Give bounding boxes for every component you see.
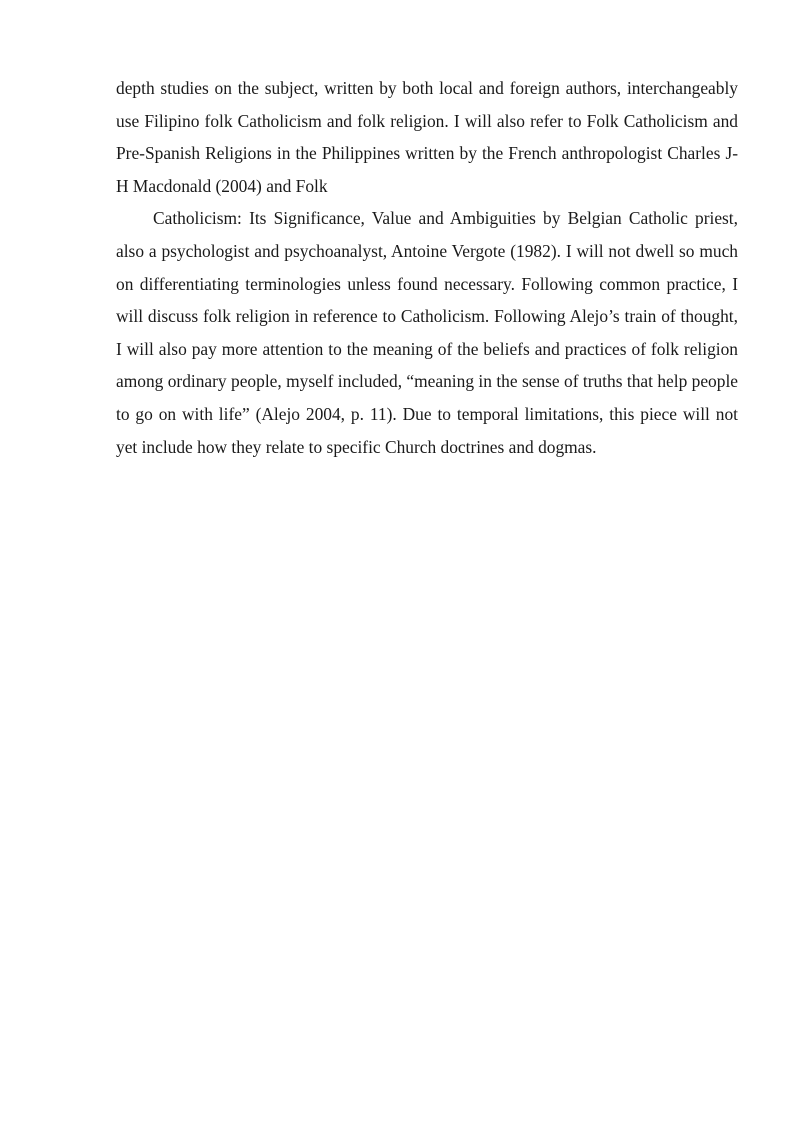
paragraph-continued: depth studies on the subject, written by both local and foreign authors, interchangeably use Filipino folk Catholicism and folk religion. I will also refer to Folk Catholicism and Pre-Spanish Religions in the Philippines written by the French anthropologist Charles J-H Macdonald (2004) and Folk (116, 78, 738, 196)
body-text (116, 72, 738, 463)
paragraph-catholicism: Catholicism: Its Significance, Value and Ambiguities by Belgian Catholic priest, also a psychologist and psychoanalyst, Antoine Vergote (1982). I will not dwell so much on differentiating terminologies unless found necessary. Following common practice, I will discuss folk religion in reference to Catholicism. Following Alejo’s train of thought, I will also pay more attention to the meaning of the beliefs and practices of folk religion among ordinary people, myself included, “meaning in the sense of truths that help people to go on with life” (Alejo 2004, p. 11). Due to temporal limitations, this piece will not yet include how they relate to specific Church doctrines and dogmas. (116, 208, 738, 457)
